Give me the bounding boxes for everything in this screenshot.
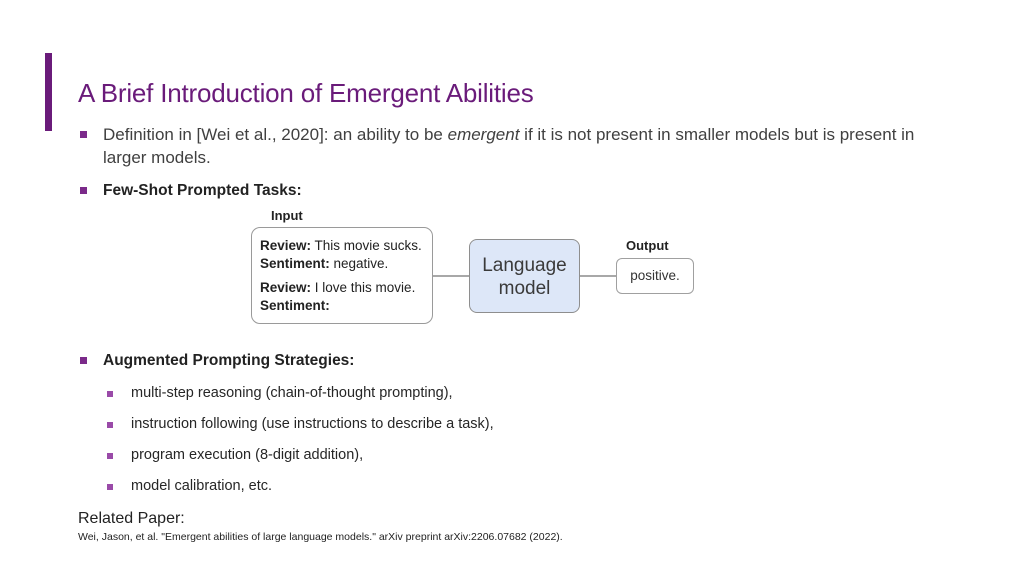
sub-bullet-icon <box>107 391 113 397</box>
definition-emphasis: emergent <box>447 125 520 144</box>
sub-bullet-icon <box>107 453 113 459</box>
title-accent-bar <box>45 53 52 131</box>
strategy-item: program execution (8-digit addition), <box>131 447 364 463</box>
input-connector <box>433 275 469 277</box>
language-model-label: Language model <box>482 255 567 299</box>
sub-bullet-icon <box>107 484 113 490</box>
strategy-item: model calibration, etc. <box>131 478 273 494</box>
sub-bullet-icon <box>107 422 113 428</box>
example-sentiment: Sentiment: negative. <box>260 256 389 271</box>
output-label: Output <box>626 238 669 253</box>
input-label: Input <box>271 208 303 223</box>
strategy-item: instruction following (use instructions to describe a task), <box>131 416 494 432</box>
language-model-box <box>469 239 580 313</box>
query-review: Review: I love this movie. <box>260 280 416 295</box>
definition-text <box>103 123 953 169</box>
output-value: positive. <box>630 268 680 283</box>
bullet-icon <box>80 131 87 138</box>
bullet-icon <box>80 357 87 364</box>
output-box <box>616 258 694 294</box>
paper-citation: Wei, Jason, et al. "Emergent abilities of large language models." arXiv preprint arXiv:2206.07682 (2022). <box>78 531 563 543</box>
definition-prefix: Definition in [Wei et al., 2020]: an ability to be <box>103 125 448 144</box>
slide-title: A Brief Introduction of Emergent Abilities <box>78 78 534 108</box>
definition-suffix: if it is not present in smaller models but is present in larger models. <box>103 125 915 167</box>
bullet-icon <box>80 187 87 194</box>
related-paper-heading: Related Paper: <box>78 510 185 527</box>
augmented-heading: Augmented Prompting Strategies: <box>103 352 355 369</box>
example-review: Review: This movie sucks. <box>260 238 422 253</box>
strategy-item: multi-step reasoning (chain-of-thought prompting), <box>131 385 453 401</box>
query-sentiment: Sentiment: <box>260 298 330 313</box>
output-connector <box>580 275 616 277</box>
few-shot-heading: Few-Shot Prompted Tasks: <box>103 182 302 199</box>
input-examples-box <box>251 227 433 324</box>
